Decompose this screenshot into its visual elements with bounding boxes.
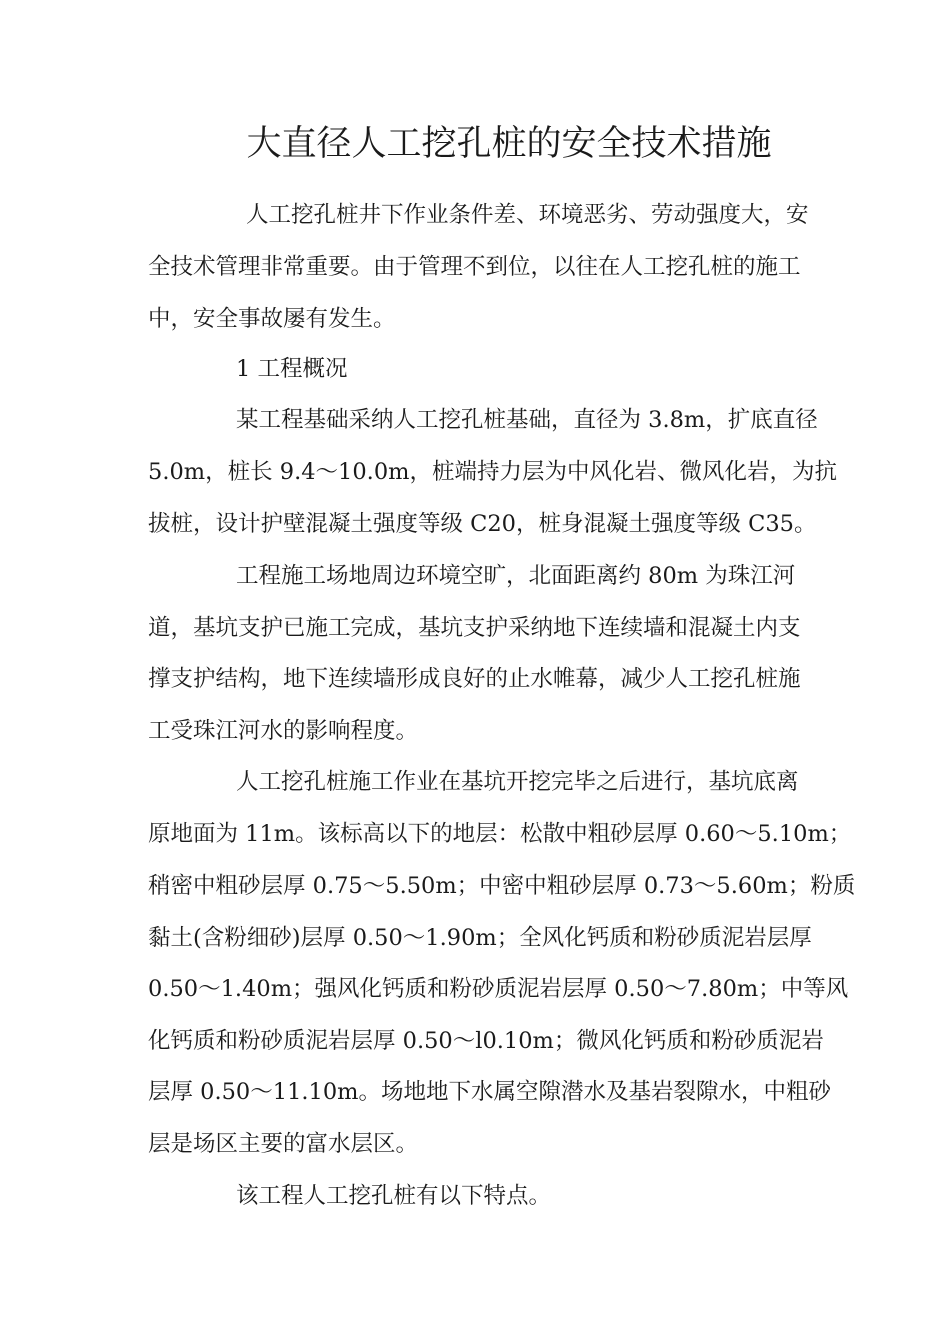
paragraph-line: 稍密中粗砂层厚 0.75～5.50m；中密中粗砂层厚 0.73～5.60m；粉质 [148,873,856,899]
paragraph-line: 中，安全事故屡有发生。 [148,306,396,332]
paragraph-line: 人工挖孔桩井下作业条件差、环境恶劣、劳动强度大，安 [246,202,809,228]
paragraph-line: 黏土(含粉细砂)层厚 0.50～1.90m；全风化钙质和粉砂质泥岩层厚 [148,925,812,951]
paragraph-line: 层是场区主要的富水层区。 [148,1131,419,1157]
paragraph-line: 5.0m，桩长 9.4～10.0m，桩端持力层为中风化岩、微风化岩，为抗 [148,459,837,485]
paragraph-line: 拔桩，设计护壁混凝土强度等级 C20，桩身混凝土强度等级 C35。 [148,511,817,537]
paragraph-line: 0.50～1.40m；强风化钙质和粉砂质泥岩层厚 0.50～7.80m；中等风 [148,976,849,1002]
paragraph-line: 全技术管理非常重要。由于管理不到位，以往在人工挖孔桩的施工 [148,254,801,280]
paragraph-line: 工受珠江河水的影响程度。 [148,718,419,744]
paragraph-line: 撑支护结构，地下连续墙形成良好的止水帷幕，减少人工挖孔桩施 [148,666,801,692]
paragraph-line: 化钙质和粉砂质泥岩层厚 0.50～l0.10m；微风化钙质和粉砂质泥岩 [148,1028,824,1054]
paragraph-line: 工程施工场地周边环境空旷，北面距离约 80m 为珠江河 [236,563,796,589]
document-title: 大直径人工挖孔桩的安全技术措施 [246,124,772,164]
paragraph-line: 该工程人工挖孔桩有以下特点。 [236,1183,552,1209]
section-heading: 1 工程概况 [236,356,348,382]
paragraph-line: 道，基坑支护已施工完成，基坑支护采纳地下连续墙和混凝土内支 [148,615,801,641]
paragraph-line: 原地面为 11m。该标高以下的地层：松散中粗砂层厚 0.60～5.10m； [148,821,852,847]
paragraph-line: 人工挖孔桩施工作业在基坑开挖完毕之后进行，基坑底离 [236,769,799,795]
paragraph-line: 某工程基础采纳人工挖孔桩基础，直径为 3.8m，扩底直径 [236,407,818,433]
paragraph-line: 层厚 0.50～11.10m。场地地下水属空隙潜水及基岩裂隙水，中粗砂 [148,1079,831,1105]
